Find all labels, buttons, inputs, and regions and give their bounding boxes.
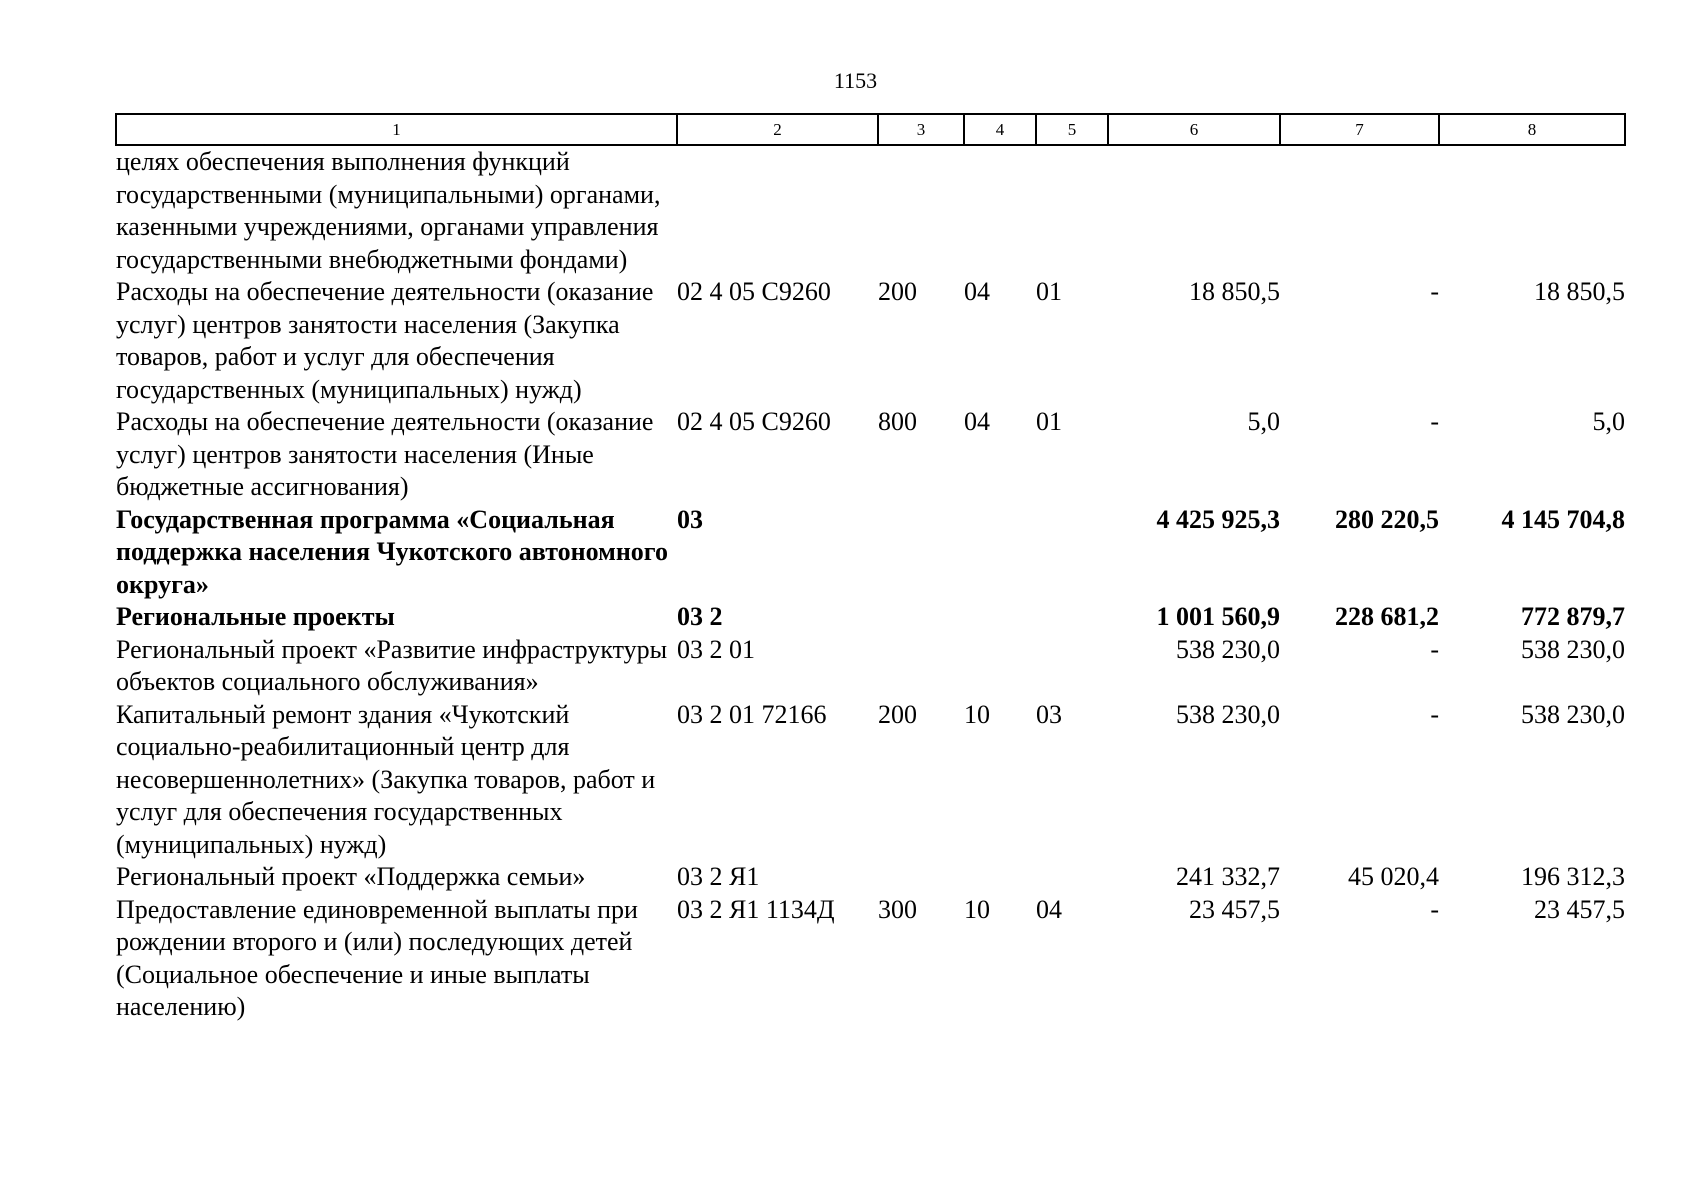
target-code-cell: 03 2 Я1	[677, 862, 760, 891]
column-7-amount-cell	[1280, 145, 1439, 276]
table-row	[116, 276, 1625, 406]
subsection-cell	[1036, 145, 1108, 276]
subsection-cell: 01	[1036, 277, 1062, 306]
expense-type-cell: 200	[878, 699, 917, 729]
target-code-cell: 02 4 05 С9260	[677, 277, 831, 306]
row-name-cell: Государственная программа «Социальная поддержка населения Чукотского автономного округа»	[116, 504, 668, 599]
section-cell: 10	[964, 894, 990, 924]
column-7-amount-cell: -	[1430, 407, 1439, 436]
row-name-cell: Капитальный ремонт здания «Чукотский социально-реабилитационный центр для несовершеннолетних» (Закупка товаров, работ и услуг для обеспечения государственных (муниципальных) нужд)	[116, 699, 656, 859]
target-code-cell: 03	[677, 504, 703, 534]
row-name-cell: Предоставление единовременной выплаты при рождении второго и (или) последующих детей (Социальное обеспечение и иные выплаты населению)	[116, 894, 638, 1021]
column-header-7: 7	[1280, 114, 1439, 145]
section-cell	[964, 634, 1036, 699]
column-7-amount-cell: -	[1430, 634, 1439, 664]
target-code-cell: 03 2 Я1 1134Д	[677, 894, 835, 924]
column-8-amount-cell: 23 457,5	[1534, 894, 1625, 924]
row-name-cell: Региональный проект «Поддержка семьи»	[116, 862, 586, 891]
target-code-cell: 03 2	[677, 602, 723, 631]
table-row	[116, 634, 1625, 699]
target-code-cell: 03 2 01 72166	[677, 699, 827, 729]
section-cell: 10	[964, 699, 990, 729]
target-code-cell: 03 2 01	[677, 634, 755, 664]
section-cell	[964, 504, 1036, 602]
column-7-amount-cell: -	[1430, 699, 1439, 729]
column-header-6: 6	[1108, 114, 1280, 145]
expense-type-cell	[878, 145, 964, 276]
column-8-amount-cell: 5,0	[1592, 407, 1625, 436]
expense-type-cell: 800	[878, 407, 917, 436]
table-row	[116, 601, 1625, 634]
column-8-amount-cell: 772 879,7	[1521, 602, 1625, 631]
section-cell: 04	[964, 407, 990, 436]
table-row	[116, 504, 1625, 602]
row-name-cell: Расходы на обеспечение деятельности (оказание услуг) центров занятости населения (Иные бюджетные ассигнования)	[116, 407, 654, 501]
column-8-amount-cell: 4 145 704,8	[1501, 504, 1625, 534]
expense-type-cell	[878, 504, 964, 602]
total-amount-cell: 1 001 560,9	[1156, 602, 1280, 631]
subsection-cell	[1036, 601, 1108, 634]
row-name-cell: Региональные проекты	[116, 602, 395, 631]
expense-type-cell: 300	[878, 894, 917, 924]
column-7-amount-cell: -	[1430, 277, 1439, 306]
subsection-cell: 03	[1036, 699, 1062, 729]
column-8-amount-cell: 538 230,0	[1521, 699, 1625, 729]
table-row	[116, 406, 1625, 504]
column-7-amount-cell: 45 020,4	[1348, 862, 1439, 891]
table-row	[116, 894, 1625, 1024]
column-header-2: 2	[677, 114, 878, 145]
column-7-amount-cell: 280 220,5	[1335, 504, 1439, 534]
row-name-cell: целях обеспечения выполнения функций государственными (муниципальными) органами, казенными учреждениями, органами управления государственными внебюджетными фондами)	[116, 147, 661, 274]
column-8-amount-cell: 18 850,5	[1534, 277, 1625, 306]
column-number-row	[116, 114, 1625, 145]
row-name-cell: Региональный проект «Развитие инфраструктуры объектов социального обслуживания»	[116, 634, 668, 696]
section-cell	[964, 145, 1036, 276]
total-amount-cell	[1108, 145, 1280, 276]
subsection-cell: 01	[1036, 407, 1062, 436]
total-amount-cell: 18 850,5	[1189, 277, 1280, 306]
subsection-cell	[1036, 634, 1108, 699]
subsection-cell	[1036, 861, 1108, 894]
column-header-1: 1	[116, 114, 677, 145]
subsection-cell: 04	[1036, 894, 1062, 924]
column-header-4: 4	[964, 114, 1036, 145]
column-7-amount-cell: -	[1430, 894, 1439, 924]
target-code-cell	[677, 145, 878, 276]
total-amount-cell: 241 332,7	[1176, 862, 1280, 891]
section-cell: 04	[964, 277, 990, 306]
column-header-3: 3	[878, 114, 964, 145]
column-8-amount-cell	[1439, 145, 1625, 276]
total-amount-cell: 4 425 925,3	[1156, 504, 1280, 534]
table-row	[116, 699, 1625, 862]
subsection-cell	[1036, 504, 1108, 602]
total-amount-cell: 538 230,0	[1176, 699, 1280, 729]
total-amount-cell: 23 457,5	[1189, 894, 1280, 924]
row-name-cell: Расходы на обеспечение деятельности (оказание услуг) центров занятости населения (Закупка товаров, работ и услуг для обеспечения государственных (муниципальных) нужд)	[116, 277, 654, 404]
page-number: 1153	[833, 68, 878, 93]
section-cell	[964, 601, 1036, 634]
column-header-5: 5	[1036, 114, 1108, 145]
target-code-cell: 02 4 05 С9260	[677, 407, 831, 436]
section-cell	[964, 861, 1036, 894]
column-8-amount-cell: 538 230,0	[1521, 634, 1625, 664]
expense-type-cell: 200	[878, 277, 917, 306]
expense-type-cell	[878, 861, 964, 894]
expense-type-cell	[878, 601, 964, 634]
budget-table	[115, 113, 1626, 1024]
table-row	[116, 861, 1625, 894]
column-7-amount-cell: 228 681,2	[1335, 602, 1439, 631]
total-amount-cell: 538 230,0	[1176, 634, 1280, 664]
expense-type-cell	[878, 634, 964, 699]
total-amount-cell: 5,0	[1247, 407, 1280, 436]
column-header-8: 8	[1439, 114, 1625, 145]
table-row	[116, 145, 1625, 276]
column-8-amount-cell: 196 312,3	[1521, 862, 1625, 891]
